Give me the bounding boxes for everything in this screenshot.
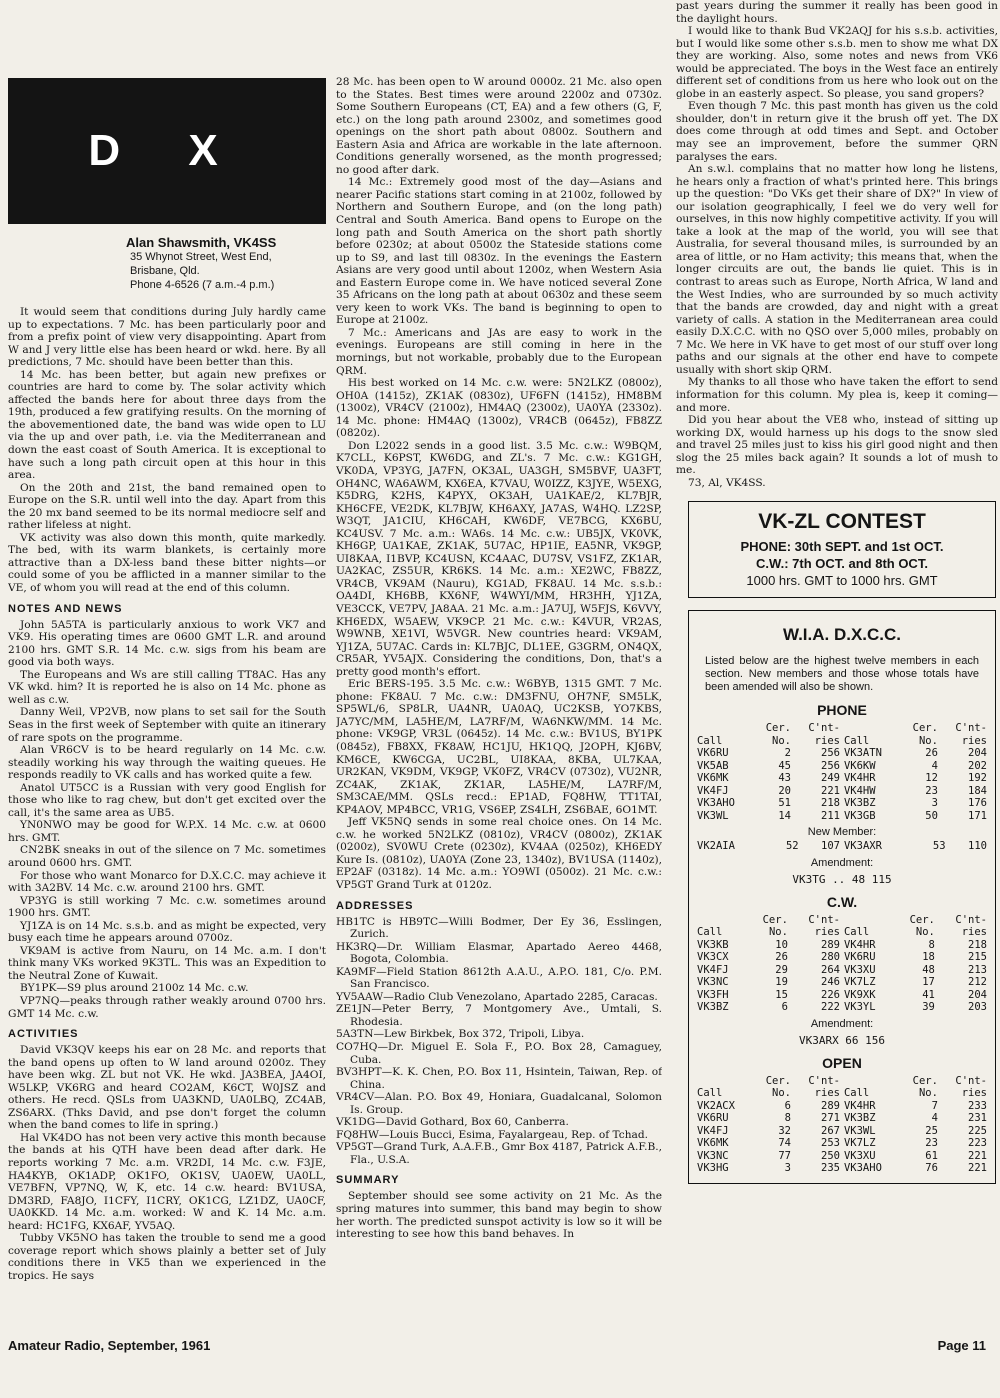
- table-cell: VK4HR: [843, 772, 876, 785]
- table-cell: 39: [922, 1001, 935, 1014]
- header-cell: No.: [768, 926, 788, 939]
- table-cell: 50: [925, 809, 938, 822]
- table-row: [695, 747, 989, 760]
- table-cell: 233: [968, 1099, 987, 1112]
- table-cell: VK3NC: [697, 976, 729, 989]
- paragraph: An s.w.l. complains that no matter how long he listens, he hears only a fraction of what's printed here. This brings up the question: "Do VKs get their share of DX?" In view of our isolation geographically, I feel we do very well for ourselves, in this now highly competitive activity. If you will take a look at the map of the world, you will see that Australia, for several thousand miles, is surrounded by an area of little, or no Ham activity; this means that, when the longer circuits are out, the bands lie quiet. This is in contrast to areas such as Europe, North Africa, W land and the West Indies, who are surrounded by so much activity that the bands are crowded, day and night with a great variety of calls. A station in the Mediterranean area could easily D.X.C.C. with no QSO over 5,000 miles, probably on 7 Mc. We here in VK have to get most of our stuff over long paths and our signals at the other end have to compete usually with short skip QRM.: [676, 163, 998, 376]
- author-city: Brisbane, Qld.: [130, 265, 200, 277]
- table-cell: 4: [931, 759, 938, 772]
- paragraph: On the 20th and 21st, the band remained open to Europe on the S.R. until well into the day. Apart from this the 20 mx band seemed to be its normal mediocre self and rather lifeless at night.: [8, 481, 326, 532]
- table-cell: 8: [928, 938, 935, 951]
- table-row: [695, 1137, 989, 1150]
- paragraph: 7 Mc.: Americans and JAs are easy to work in the evenings. Europeans are still coming in here in the mornings, but not workable, probably due to the European QRM.: [336, 326, 662, 377]
- table-row: [695, 810, 989, 823]
- new-member-table: [695, 840, 989, 853]
- table-cell: 223: [968, 1137, 987, 1150]
- footer-publication: Amateur Radio, September, 1961: [8, 1338, 211, 1353]
- table-cell: 212: [968, 976, 987, 989]
- paragraph: Alan VR6CV is to be heard regularly on 14 Mc. c.w. steadily working his way through the waiting queues. He responds readily to VK calls and has worked quite a few.: [8, 744, 326, 782]
- table-cell: VK3WL: [843, 1124, 876, 1137]
- table-cell: VK3WL: [697, 809, 729, 822]
- contest-title: VK-ZL CONTEST: [758, 510, 926, 534]
- header-cell: Call: [843, 1087, 870, 1100]
- table-cell: 289: [821, 1099, 840, 1112]
- addresses-heading: ADDRESSES: [336, 899, 414, 912]
- header-cell: Call: [697, 1087, 723, 1100]
- table-cell: VK3ATN: [843, 747, 882, 760]
- table-header-row: [695, 1087, 989, 1100]
- address-item: VP5GT—Grand Turk, A.A.F.B., Gmr Box 4187, Patrick A.F.B., Fla., U.S.A.: [336, 1141, 662, 1166]
- table-cell: 43: [778, 772, 791, 785]
- table-cell: 184: [968, 784, 987, 797]
- table-cell: 221: [968, 1149, 987, 1162]
- table-cell: 171: [968, 809, 987, 822]
- table-header-row: [695, 1075, 989, 1088]
- address-item: VR4CV—Alan. P.O. Box 49, Honiara, Guadalcanal, Solomon Is. Group.: [336, 1091, 662, 1116]
- notes-heading: NOTES AND NEWS: [8, 602, 123, 615]
- paragraph: The Europeans and Ws are still calling TT8AC. Has any VK wkd. him? It is reported he is also on 14 Mc. phone as well as c.w.: [8, 668, 326, 706]
- table-cell: VK3YL: [843, 1001, 876, 1014]
- table-cell: VK3XU: [843, 963, 876, 976]
- address-item: HB1TC is HB9TC—Willi Bodmer, Der Ey 36, Esslingen, Zurich.: [336, 915, 662, 941]
- table-cell: VK4FJ: [697, 963, 729, 976]
- header-cell: No.: [915, 926, 935, 939]
- address-item: FQ8HW—Louis Bucci, Esima, Fayalargeau, Rep. of Tchad.: [336, 1128, 649, 1141]
- table-row: [695, 1125, 989, 1138]
- address-item: CO7HQ—Dr. Miguel E. Sola F., P.O. Box 28, Camaguey, Cuba.: [336, 1041, 662, 1066]
- contest-hours: 1000 hrs. GMT to 1000 hrs. GMT: [746, 573, 938, 589]
- table-cell: VK3BZ: [697, 1001, 729, 1014]
- table-cell: 202: [968, 759, 987, 772]
- header-cell: C'nt-: [955, 722, 987, 735]
- dxcc-intro: Listed below are the highest twelve members in each section. New members and those whose totals have been amended will also be shown.: [705, 655, 979, 694]
- address-list: [336, 916, 662, 1167]
- author-name: Alan Shawsmith, VK4SS: [126, 235, 277, 250]
- header-cell: Call: [843, 926, 870, 939]
- table-cell: 48: [922, 963, 935, 976]
- table-cell: VK3XU: [843, 1149, 876, 1162]
- header-cell: C'nt-: [808, 722, 840, 735]
- paragraph: John 5A5TA is particularly anxious to work VK7 and VK9. His operating times are 0600 GMT L.R. and around 2100 hrs. GMT S.R. 14 Mc. c.w. sigs from his beam are good via both ways.: [8, 618, 326, 669]
- paragraph: Eric BERS-195. 3.5 Mc. c.w.: W6BYB, 1315 GMT. 7 Mc. phone: FK8AU. 7 Mc. c.w.: DM3FNU, OH7NF, SM5LK, SP5WL/6, SP8LR, UA4NR, UA0AQ, UC2KSB, YO7KBS, JA7YC/MM, LA5HE/M, LA7RF/M, WA6NKW/MM. 14 Mc. phone: VK9GP, VR3L (0645z). 14 Mc. c.w.: BV1US, BY1PK (0845z), FB8XX, FK8AW, HC1JU, HK1QQ, J2OPH, KJ6BV, KM6CE, KW6CGA, UC2BL, UI8KAA, 8KBA, UL7KAA, UR2KAN, VK9DM, VK9GP, VK0FZ, VR4CV (0730z), VU2NR, ZC4AK, ZK1AK, ZK1AR, LA5HE/M, LA7RF/M, SM3CAE/MM. QSLs recd.: EP1AD, FQ8HW, TT1TAI, KP4AOV, MP4BCC, VR1G, VS6EP, ZS4LH, ZS6BAE, 6O1MT.: [336, 678, 662, 816]
- table-cell: 226: [821, 988, 840, 1001]
- contest-box: [688, 501, 996, 598]
- paragraph: My thanks to all those who have taken the effort to send information for this column. My plea is, keep it coming—and more.: [676, 376, 998, 414]
- paragraph: Tubby VK5NO has taken the trouble to send me a good coverage report which shows plainly a better set of July conditions there in VK5 than we experienced in the tropics. He says: [8, 1232, 326, 1282]
- table-cell: 176: [968, 797, 987, 810]
- table-cell: 61: [925, 1149, 938, 1162]
- table-cell: 3: [784, 1162, 791, 1175]
- table-cell: 250: [821, 1149, 840, 1162]
- paragraph: CN2BK sneaks in out of the silence on 7 Mc. sometimes around 0600 hrs. GMT.: [8, 844, 326, 869]
- table-cell: 204: [968, 988, 987, 1001]
- table-row: [695, 785, 989, 798]
- table-cell: VK6RU: [697, 747, 729, 760]
- header-cell: C'nt-: [955, 1074, 987, 1087]
- table-cell: VK4HR: [843, 1099, 876, 1112]
- table-cell: VK6RU: [697, 1112, 729, 1125]
- table-cell: VK3GB: [843, 809, 876, 822]
- paragraph: I would like to thank Bud VK2AQJ for his s.s.b. activities, but I would like some other s.s.b. men to show me what DX they are working. Also, some notes and news from VK6 would be appreciated. The boys in the West face an entirely different set of conditions from us here who look out on the globe in an easterly aspect. So please, you sand gropers?: [676, 25, 998, 100]
- header-cell: [695, 914, 747, 927]
- table-cell: VK2AIA: [697, 840, 735, 853]
- paragraph: YN0NWO may be good for W.P.X. 14 Mc. c.w. at 0600 hrs. GMT.: [8, 819, 326, 844]
- table-cell: 25: [925, 1124, 938, 1137]
- table-cell: 15: [775, 988, 788, 1001]
- address-item: YV5AAW—Radio Club Venezolano, Apartado 2285, Caracas.: [336, 990, 658, 1003]
- cw-table: [695, 914, 989, 1014]
- notes-text: [8, 619, 326, 1021]
- table-cell: VK3CX: [697, 951, 729, 964]
- table-cell: 2: [784, 747, 791, 760]
- summary-text: September should see some activity on 21 Mc. As the spring matures into summer, this band may begin to show her worth. The predicted sunspot activity is low so it will be interesting to see how this band behaves. In: [336, 1190, 662, 1241]
- header-cell: Cer.: [765, 1074, 791, 1087]
- table-cell: VK5AB: [697, 759, 729, 772]
- table-cell: 6: [784, 1099, 791, 1112]
- header-cell: ries: [961, 1087, 987, 1100]
- table-cell: 271: [821, 1112, 840, 1125]
- table-cell: 221: [821, 784, 840, 797]
- table-cell: 3: [931, 797, 938, 810]
- table-cell: 74: [778, 1137, 791, 1150]
- paragraph: Did you hear about the VE8 who, instead of sitting up working DX, would harness up his dogs to the snow sled and travel 25 miles just to kiss his girl good night and then slog the 25 miles back again? It sounds a lot of mush to me.: [676, 414, 998, 477]
- table-header-row: [695, 926, 989, 939]
- table-cell: VK4FJ: [697, 1124, 729, 1137]
- table-cell: 289: [821, 938, 840, 951]
- table-cell: 215: [968, 951, 987, 964]
- table-cell: 20: [778, 784, 791, 797]
- column-right: [676, 0, 998, 1322]
- header-cell: ries: [814, 926, 840, 939]
- header-cell: [695, 1075, 753, 1088]
- signoff: 73, Al, VK4SS.: [688, 476, 766, 489]
- table-cell: 7: [931, 1099, 938, 1112]
- table-cell: 14: [778, 809, 791, 822]
- header-cell: No.: [772, 1087, 791, 1100]
- table-cell: 32: [778, 1124, 791, 1137]
- table-row: [695, 772, 989, 785]
- table-cell: 17: [922, 976, 935, 989]
- table-cell: VK3AXR: [843, 840, 882, 853]
- table-row: [695, 840, 989, 853]
- table-cell: VK6KW: [843, 759, 876, 772]
- table-cell: 41: [922, 988, 935, 1001]
- paragraph: 28 Mc. has been open to W around 0000z. 21 Mc. also open to the States. Best times were around 2200z and 0730z. Some Southern Europeans (CT, EA) and a few others (G, F, etc.) on the long path around 2300z, and sometimes good openings on the short path about 0800z. Southern and Eastern Asia and Africa are workable in the late afternoon. Conditions generally worsened, as the month progressed; no good after dark.: [336, 76, 662, 176]
- table-cell: 253: [821, 1137, 840, 1150]
- dxcc-title: W.I.A. D.X.C.C.: [782, 625, 902, 645]
- table-cell: 221: [968, 1162, 987, 1175]
- header-cell: [842, 914, 894, 927]
- table-cell: 280: [821, 951, 840, 964]
- table-cell: 23: [925, 1137, 938, 1150]
- table-row: [695, 1150, 989, 1163]
- table-cell: 235: [821, 1162, 840, 1175]
- table-cell: VK3BZ: [843, 1112, 876, 1125]
- table-cell: VK9XK: [843, 988, 876, 1001]
- address-item: ZE1JN—Peter Berry, 7 Montgomery Ave., Umtali, S. Rhodesia.: [336, 1003, 662, 1028]
- header-cell: Call: [697, 926, 723, 939]
- header-cell: C'nt-: [808, 913, 840, 926]
- table-cell: VK6MK: [697, 1137, 729, 1150]
- table-cell: 23: [925, 784, 938, 797]
- paragraph: VK9AM is active from Nauru, on 14 Mc. a.m. I don't think many VKs worked 9K3TL. This was an Expedition to the Neutral Zone of Kuwait.: [8, 944, 326, 982]
- new-member-label: New Member:: [807, 826, 877, 839]
- table-cell: 110: [968, 840, 987, 853]
- table-cell: VK2ACX: [697, 1099, 735, 1112]
- amendment-label: Amendment:: [810, 1017, 874, 1030]
- table-cell: 18: [922, 951, 935, 964]
- header-cell: [842, 722, 900, 735]
- author-block: [126, 236, 326, 292]
- header-cell: No.: [918, 734, 938, 747]
- address-item: 5A3TN—Lew Birkbek, Box 372, Tripoli, Libya.: [336, 1028, 585, 1041]
- table-cell: 45: [778, 759, 791, 772]
- table-row: [695, 939, 989, 952]
- table-cell: VK4FJ: [697, 784, 729, 797]
- header-cell: ries: [814, 1087, 840, 1100]
- table-row: [695, 1112, 989, 1125]
- table-cell: VK6RU: [843, 951, 876, 964]
- header-cell: Cer.: [909, 913, 935, 926]
- table-cell: 12: [925, 772, 938, 785]
- table-cell: 203: [968, 1001, 987, 1014]
- address-item: BV3HPT—K. K. Chen, P.O. Box 11, Hsintein, Taiwan, Rep. of China.: [336, 1066, 662, 1091]
- table-cell: 192: [968, 772, 987, 785]
- table-cell: 76: [925, 1162, 938, 1175]
- paragraph: Don L2022 sends in a good list. 3.5 Mc. c.w.: W9BQM, K7CLL, K6PST, KW6DG, and ZL's. 7 Mc. c.w.: KG1GH, VK0DA, VP3YG, JA7FN, OK3AL, UA3GH, SM5BVF, UA3FT, OH4NC, WA6AWM, KX6EA, K7VAU, W0IZZ, K3JYE, W5EXG, K5DRG, K2HS, K4PYX, OK3AH, UA1KAE/2, KL7BJR, KH6CFE, VE2DK, KL7BJW, KH6AXY, JA7AS, W4HQ. LZ2SP, W3QT, JA1CIU, KH6CAH, KW6DF, VE7BCG, KX6BU, KC4USV. 7 Mc. a.m.: WA6s. 14 Mc. c.w.: UB5JX, VK0VK, KH6GP, UA1KAE, ZK1AK, 5U7AC, HP1IE, EA5NR, VK9GP, UI8KAA, I1BVP, KC4USN, KC4AAC, DU7SV, VS1FZ, ZK1AR, UA2KAC, ZS5UR, KR6KS. 14 Mc. a.m.: XE2WC, FB8ZZ, VR4CB, VK9AM (Nauru), KG1AD, FK8AU. 14 Mc. s.s.b.: OA4DI, KH6BB, KX6NF, W4WYI/MM, HR3HH, YJ1ZA, VE3CCK, VE7PV, JA8AA. 21 Mc. a.m.: JA7UJ, W5FJS, K6VVY, KH6EDX, W5AEW, VK9CP. 21 Mc. c.w.: K4VUR, VR2AS, W9WNB, XE1VI, W5VGR. New countries heard: VK9AM, YJ1ZA, 5U7AC. Cards in: KL7BJC, DL1EE, G3GRM, ON4QX, CR5AR, YV5AJX. Considering the conditions, Don, that's a pretty good month's effort.: [336, 439, 662, 678]
- paragraph: Anatol UT5CC is a Russian with very good English for those who like to rag chew, but don't get excited over the call, it's the same area as UB5.: [8, 781, 326, 819]
- summary-heading: SUMMARY: [336, 1174, 400, 1187]
- paragraph: 14 Mc.: Extremely good most of the day—Asians and nearer Pacific stations start coming in at 2100z, followed by Northern and Southern Europe, and (on the long path) Central and South America. Band opens to Europe on the long path and South America on the short path shortly before 0230z; at about 0500z the Stateside stations come up to S9, and last till 0830z. In the evenings the Eastern Asians are very good until about 1200z, when Western Asia and Eastern Europe come in. We have noticed several Zone 35 Africans on the long path at about 0630z and these seem very keen to work VKs. The band is beginning to open to Europe at 2100z.: [336, 176, 662, 327]
- table-cell: 231: [968, 1112, 987, 1125]
- table-cell: VK7LZ: [843, 976, 876, 989]
- author-phone: Phone 4-6526 (7 a.m.-4 p.m.): [130, 279, 275, 291]
- table-row: [695, 951, 989, 964]
- address-item: KA9MF—Field Station 8612th A.A.U., A.P.O. 181, C/o. P.M. San Francisco.: [336, 965, 662, 991]
- contest-phone-dates: PHONE: 30th SEPT. and 1st OCT.: [740, 539, 944, 555]
- table-cell: 26: [925, 747, 938, 760]
- open-section-title: OPEN: [822, 1054, 862, 1071]
- table-cell: 19: [775, 976, 788, 989]
- paragraph: VP3YG is still working 7 Mc. c.w. sometimes around 1900 hrs. GMT.: [8, 894, 326, 920]
- header-cell: C'nt-: [955, 913, 987, 926]
- paragraph: David VK3QV keeps his ear on 28 Mc. and reports that the band opens up often to W land around 0200z. They have been wkg. ZL but not VK. He wkd. JA3BEA, JA4OI, W5LKP, VK6RG and heard CO2AM, K6CT, W0JSZ and others. He recd. QSLs from UA3KND, UA0LBQ, ZC4AB, ZS6ARX. (Thks David, and pse don't forget the column when the band comes to life in spring.): [8, 1044, 326, 1132]
- table-row: [695, 1162, 989, 1175]
- header-cell: [842, 1075, 900, 1088]
- address-item: HK3RQ—Dr. William Elasmar, Apartado Aereo 4468, Bogota, Colombia.: [336, 940, 662, 966]
- table-cell: VK4HR: [843, 938, 876, 951]
- table-cell: 246: [821, 976, 840, 989]
- table-cell: VK3AHO: [843, 1162, 882, 1175]
- paragraph: For those who want Monarco for D.X.C.C. may achieve it with 3A2BV. 14 Mc. c.w. around 2100 hrs. GMT.: [8, 869, 326, 895]
- header-cell: [695, 722, 753, 735]
- header-cell: ries: [961, 734, 987, 747]
- table-cell: 218: [968, 938, 987, 951]
- table-cell: 51: [778, 797, 791, 810]
- table-cell: VK3KB: [697, 938, 729, 951]
- header-cell: Call: [697, 734, 723, 747]
- phone-section-title: PHONE: [817, 702, 867, 719]
- table-cell: 29: [775, 963, 788, 976]
- header-cell: No.: [918, 1087, 938, 1100]
- table-cell: 249: [821, 772, 840, 785]
- table-cell: 10: [775, 938, 788, 951]
- table-header-row: [695, 722, 989, 735]
- paragraph: Jeff VK5NQ sends in some real choice ones. On 14 Mc. c.w. he worked 5N2LKZ (0810z), VR4CV (0800z), ZK1AK (0200z), SV0WU Crete (0230z), KV4AA (0250z), KH6EDY Kure Is. (0810z), UA0YA (Zone 23, 1340z), BV1USA (1140z), EP2AF (0318z). 14 Mc. a.m.: YO9WI (0500z). 21 Mc. c.w.: VP5GT Grand Turk at 0120z.: [336, 816, 662, 891]
- table-cell: 6: [781, 1001, 788, 1014]
- table-cell: VK3NC: [697, 1149, 729, 1162]
- header-cell: Call: [843, 734, 870, 747]
- footer-page-number: Page 11: [937, 1338, 986, 1353]
- table-cell: 4: [931, 1112, 938, 1125]
- paragraph: YJ1ZA is on 14 Mc. s.s.b. and as might be expected, very busy each time he appears around 0700z.: [8, 919, 326, 945]
- paragraph: Hal VK4DO has not been very active this month because the bands at his QTH have been dead after dark. He reports working 7 Mc. a.m. VR2DI, 14 Mc. c.w. F3JE, HA4KYB, OK1ADP, OK1FO, OK1SV, UA0EW, UA0LL, VE7BFN, VP7NQ, W, K, etc. 14 c.w. heard: BV1USA, DM3RD, FA8JO, I1CFY, I1CRY, OK1CG, LZ1DZ, UA0CF, UA0KKD. 14 Mc. a.m. worked: W and K. 14 Mc. a.m. heard: HC1FG, KX6AF, YV5AQ.: [8, 1131, 326, 1232]
- paragraph: It would seem that conditions during July hardly came up to expectations. 7 Mc. has been particularly poor and from a prefix point of view very disappointing. Apart from W and J very little else has been heard or wkd. here. By all predictions, 7 Mc. should have been better than this.: [8, 306, 326, 369]
- table-cell: 26: [775, 951, 788, 964]
- table-cell: VK4HW: [843, 784, 876, 797]
- paragraph: Danny Weil, VP2VB, now plans to set sail for the South Seas in the first week of September with quite an itinerary of rare spots on the programme.: [8, 706, 326, 744]
- paragraph: past years during the summer it really has been good in the daylight hours.: [676, 0, 998, 25]
- paragraph: His best worked on 14 Mc. c.w. were: 5N2LKZ (0800z), OH0A (1415z), ZK1AK (0830z), UF6FN (1415z), HM8BM (1300z), VR4CV (2100z), HM4AQ (2300z), UA0YA (2330z). 14 Mc. phone: HM4AQ (1300z), VR4CB (0645z), FB8ZZ (0820z).: [336, 377, 662, 440]
- table-cell: VK3FH: [697, 988, 729, 1001]
- table-cell: 211: [821, 809, 840, 822]
- address-item: VK1DG—David Gothard, Box 60, Canberra.: [336, 1116, 569, 1129]
- table-row: [695, 760, 989, 773]
- table-cell: VK7LZ: [843, 1137, 876, 1150]
- table-cell: 52: [785, 840, 799, 853]
- table-cell: VK3AHO: [697, 797, 735, 810]
- header-cell: Cer.: [762, 913, 788, 926]
- table-cell: VK3HG: [697, 1162, 729, 1175]
- cw-section-title: C.W.: [826, 893, 858, 910]
- paragraph: Even though 7 Mc. this past month has given us the cold shoulder, don't in return give it the brush off yet. The DX does come through at odd times and Sept. and October may see an improvement, before the summer QRN paralyses the ears.: [676, 100, 998, 163]
- column-middle: [336, 76, 662, 1398]
- table-row: [695, 1100, 989, 1113]
- table-cell: 8: [784, 1112, 791, 1125]
- activities-heading: ACTIVITIES: [8, 1028, 79, 1041]
- author-address: 35 Whynot Street, West End,: [130, 251, 272, 263]
- table-row: [695, 797, 989, 810]
- phone-table: [695, 722, 989, 822]
- table-cell: 107: [821, 840, 840, 853]
- paragraph: VK activity was also down this month, quite markedly. The bed, with its warm blankets, is certainly more attractive than a DX-less band these bitter nights—or could some of you be afflicted in a manner similar to the VE, of whom you will read at the end of this column.: [8, 531, 326, 595]
- table-row: [695, 1001, 989, 1014]
- column-left: [8, 0, 326, 1322]
- intro-text: [8, 306, 326, 595]
- section-title: D X: [8, 78, 326, 224]
- table-cell: 213: [968, 963, 987, 976]
- header-cell: ries: [961, 926, 987, 939]
- header-cell: Cer.: [765, 722, 791, 735]
- header-cell: C'nt-: [808, 1074, 840, 1087]
- open-table: [695, 1075, 989, 1175]
- phone-amendment: VK3TG .. 48 115: [792, 872, 892, 886]
- paragraph: VP7NQ—peaks through rather weakly around 0700 hrs. GMT 14 Mc. c.w.: [8, 994, 326, 1020]
- header-cell: No.: [772, 734, 791, 747]
- table-cell: 218: [821, 797, 840, 810]
- header-cell: ries: [814, 734, 840, 747]
- contest-cw-dates: C.W.: 7th OCT. and 8th OCT.: [756, 556, 928, 572]
- table-cell: VK3BZ: [843, 797, 876, 810]
- paragraph: 14 Mc. has been better, but again new prefixes or countries are hard to come by. The solar activity which affected the bands here for about three days from the 19th, produced a few gratifying results. On the morning of the abovementioned date, the band was wide open to LU via the up and over path, i.e. via the Mediterranean and down the east coast of South America. It is exceptional to have such a long path circuit open at this hour in this area.: [8, 368, 326, 482]
- table-cell: 77: [778, 1149, 791, 1162]
- header-cell: Cer.: [912, 1074, 938, 1087]
- table-cell: VK6MK: [697, 772, 729, 785]
- table-cell: 256: [821, 759, 840, 772]
- amendment-label: Amendment:: [810, 856, 874, 869]
- table-cell: 225: [968, 1124, 987, 1137]
- table-row: [695, 976, 989, 989]
- table-header-row: [695, 914, 989, 927]
- activities-text: [8, 1044, 326, 1282]
- paragraph: BY1PK—S9 plus around 2100z 14 Mc. c.w.: [20, 982, 249, 995]
- cw-amendment: VK3ARX 66 156: [798, 1033, 886, 1047]
- table-cell: 53: [932, 840, 946, 853]
- table-cell: 264: [821, 963, 840, 976]
- table-cell: 267: [821, 1124, 840, 1137]
- table-row: [695, 989, 989, 1002]
- table-cell: 222: [821, 1001, 840, 1014]
- table-header-row: [695, 735, 989, 748]
- table-cell: 204: [968, 747, 987, 760]
- table-row: [695, 964, 989, 977]
- header-cell: Cer.: [912, 722, 938, 735]
- dxcc-box: [688, 610, 996, 1184]
- table-cell: 256: [821, 747, 840, 760]
